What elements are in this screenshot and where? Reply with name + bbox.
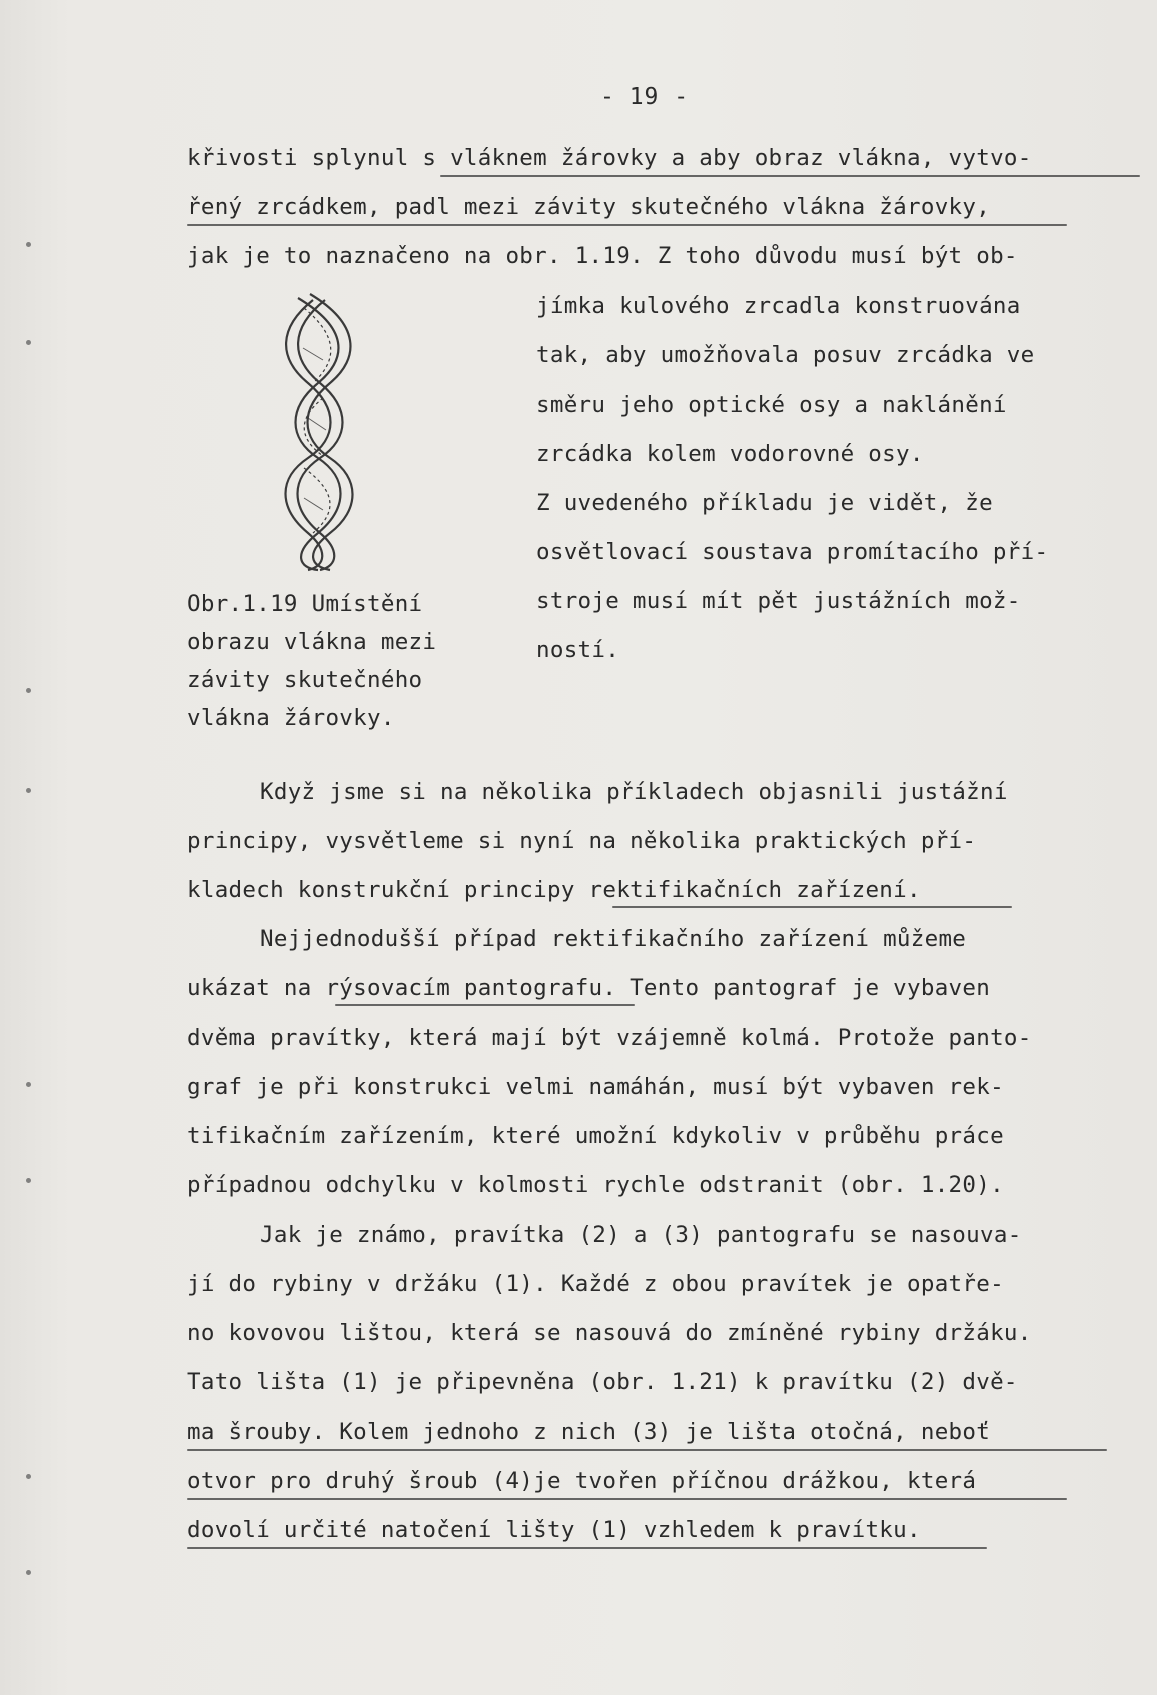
binding-hole [26,1082,31,1087]
text-line: Tato lišta (1) je připevněna (obr. 1.21) k pravítku (2) dvě- [187,1369,1018,1395]
text-line: graf je při konstrukci velmi namáhán, musí být vybaven rek- [187,1074,1004,1100]
text-line: Z uvedeného příkladu je vidět, že [536,490,993,516]
filament-figure [268,288,368,578]
text-line: Když jsme si na několika příkladech objasnili justážní [260,779,1008,805]
binding-hole [26,1474,31,1479]
underline-mark [612,906,1012,908]
binding-hole [26,788,31,793]
text-line: Jak je známo, pravítka (2) a (3) pantografu se nasouva- [260,1222,1022,1248]
underline-mark [440,175,1140,177]
underline-mark [187,1498,1067,1500]
figure-caption-line: Obr.1.19 Umístění [187,591,423,617]
text-line: tifikačním zařízením, které umožní kdykoliv v průběhu práce [187,1123,1004,1149]
text-line: tak, aby umožňovala posuv zrcádka ve [536,342,1035,368]
binding-hole [26,1570,31,1575]
figure-caption-line: vlákna žárovky. [187,705,395,731]
underline-mark [187,1547,987,1549]
binding-hole [26,340,31,345]
text-line: jak je to naznačeno na obr. 1.19. Z toho důvodu musí být ob- [187,243,1018,269]
text-line: zrcádka kolem vodorovné osy. [536,441,924,467]
text-line: no kovovou lištou, která se nasouvá do zmíněné rybiny držáku. [187,1320,1032,1346]
text-line: Nejjednodušší případ rektifikačního zařízení můžeme [260,926,967,952]
text-line: případnou odchylku v kolmosti rychle odstranit (obr. 1.20). [187,1172,1004,1198]
text-line: směru jeho optické osy a naklánění [536,392,1007,418]
text-line: dovolí určité natočení lišty (1) vzhledem k pravítku. [187,1517,921,1543]
text-line: kladech konstrukční principy rektifikačních zařízení. [187,877,921,903]
text-line: řený zrcádkem, padl mezi závity skutečného vlákna žárovky, [187,194,991,220]
binding-hole [26,688,31,693]
underline-mark [187,1449,1107,1451]
underline-mark [187,224,1067,226]
text-line: principy, vysvětleme si nyní na několika praktických pří- [187,828,977,854]
binding-hole [26,1178,31,1183]
text-line: ností. [536,637,620,663]
text-line: ukázat na rýsovacím pantografu. Tento pantograf je vybaven [187,975,991,1001]
figure-caption-line: obrazu vlákna mezi [187,629,437,655]
text-line: jí do rybiny v držáku (1). Každé z obou pravítek je opatře- [187,1271,1004,1297]
underline-mark [335,1004,635,1006]
text-line: jímka kulového zrcadla konstruována [536,293,1021,319]
text-line: stroje musí mít pět justážních mož- [536,588,1021,614]
text-line: osvětlovací soustava promítacího pří- [536,539,1049,565]
figure-caption-line: závity skutečného [187,667,423,693]
text-line: dvěma pravítky, která mají být vzájemně kolmá. Protože panto- [187,1025,1032,1051]
binding-hole [26,242,31,247]
text-line: otvor pro druhý šroub (4)je tvořen příčnou drážkou, která [187,1468,977,1494]
text-line: křivosti splynul s vláknem žárovky a aby obraz vlákna, vytvo- [187,145,1032,171]
text-line: ma šrouby. Kolem jednoho z nich (3) je lišta otočná, neboť [187,1419,991,1445]
page-number: - 19 - [600,84,690,110]
